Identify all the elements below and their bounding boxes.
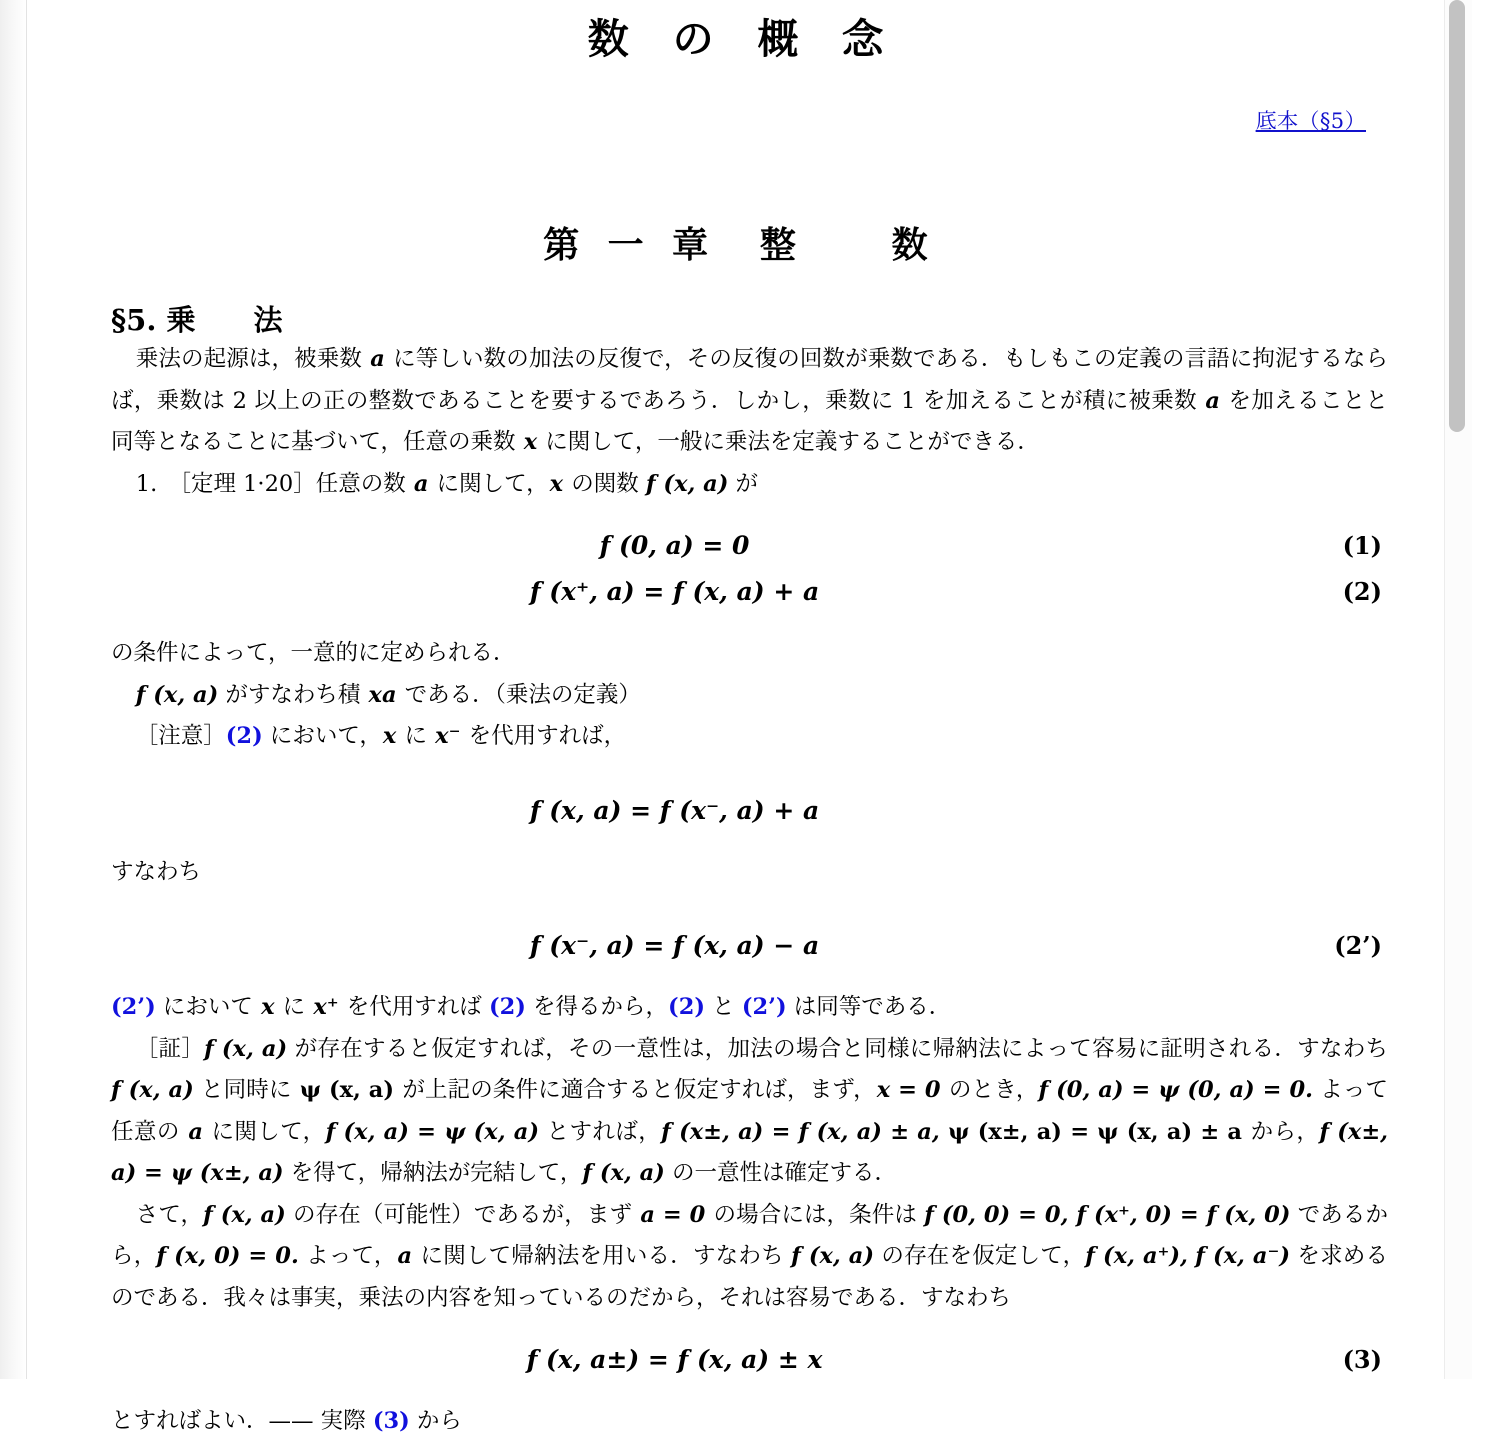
ref-link-2-a[interactable]: (2) [225,723,263,750]
ref-link-2p-a[interactable]: (2’) [111,994,156,1021]
paragraph-sunawachi [111,852,1388,894]
intro-text-3: を加えることと同等となることに基づいて，任意の乗数 [111,387,1388,456]
paragraph-intro [111,339,1388,464]
sym-f-x-a-6: f (x, a) [203,1201,286,1228]
paragraph-note [111,716,1388,758]
equation-2p-number: (2’) [1334,931,1382,961]
sym-f-eq-psi-pm: f (x±, a) = ψ (x±, a) [111,1118,1389,1187]
proof-4: が上記の条件に適合すると仮定すれば，まず， [395,1077,876,1104]
sym-f-x-a-4: f (x, a) [111,1077,194,1104]
ref-link-2p-b[interactable]: (2’) [741,994,787,1021]
equiv-6: は同等である． [786,994,952,1021]
theorem-lead-2: に関して， [429,470,549,497]
display-equation-2 [27,569,1444,615]
vertical-scrollbar-thumb[interactable] [1449,0,1465,432]
ref-link-2-c[interactable]: (2) [668,994,705,1021]
proof-8: とすれば， [539,1118,662,1145]
intro-text-4: に関して，一般に乗法を定義することができる． [538,429,1040,456]
sym-a-2: a [1205,387,1220,414]
proof-5: のとき， [941,1077,1039,1104]
proof-7: に関して， [203,1118,326,1145]
source-text-link[interactable]: 底本（§5） [1255,109,1366,134]
top-navigation [27,65,1444,135]
window-right-margin [1472,0,1510,1379]
equation-3-number: (3) [1342,1345,1382,1375]
exist-8: を求めるのである．我々は事実，乗法の内容を知っているのだから，それは容易である．すなわち [111,1243,1388,1311]
sym-f-x-a-2: f (x, a) [135,681,219,708]
sym-f-x-0: f (x, 0) = 0. [156,1243,299,1270]
sym-f-xpm: f (x±, a) = f (x, a) ± a, [661,1118,940,1145]
sym-x-2: x [549,470,564,497]
sym-x-minus-1: x⁻ [435,723,461,750]
equiv-2: に [275,994,313,1021]
sym-x-1: x [523,429,538,456]
tail-1: とすればよい．—— 実際 [111,1408,373,1435]
equiv-4: を得るから， [525,994,669,1021]
paragraph-definition [111,675,1388,717]
proof-10: を得て，帰納法が完結して， [283,1160,583,1187]
sym-psi-xpm: ψ (x±, a) = ψ (x, a) ± a [948,1118,1243,1145]
exist-3: の場合には，条件は [706,1201,925,1228]
sym-x-eq-0: x = 0 [876,1077,941,1104]
display-equation-2p [27,923,1444,969]
equiv-5: と [705,994,742,1021]
note-mid: において， [262,723,382,750]
ref-link-2-b[interactable]: (2) [488,994,526,1021]
sym-x-4: x [261,994,275,1021]
proof-9: から， [1243,1118,1320,1145]
exist-7: の存在を仮定して， [874,1243,1086,1270]
sym-a-1: a [370,346,385,373]
tail-2: から [409,1408,462,1435]
equation-3-body: f (x, a±) = f (x, a) ± x [526,1345,823,1375]
sym-a-3: a [413,470,429,497]
paragraph-proof [111,1029,1388,1195]
ref-link-3[interactable]: (3) [372,1408,410,1435]
display-equation-note [27,788,1444,834]
proof-3: と同時に [193,1077,299,1104]
exist-4: であるから， [111,1201,1388,1270]
display-equation-1 [27,523,1444,569]
body-content-3 [27,852,1444,894]
sym-f-x-a-1: f (x, a) [645,470,729,497]
proof-1: ［証］ [135,1035,205,1062]
section-heading: §5. 乗 法 [111,303,283,338]
after-eq-2a: がすなわち積 [218,681,368,708]
equation-1-body: f (0, a) = 0 [599,531,750,561]
sym-x-plus-1: x⁺ [313,994,339,1021]
note-lead: ［注意］ [135,723,226,750]
sym-f-x-a-7: f (x, a) [791,1243,875,1270]
paragraph-theorem-lead [111,464,1388,506]
sym-psi-x-a-1: ψ (x, a) [299,1077,395,1104]
exist-2: の存在（可能性）であるが，まず [285,1201,640,1228]
body-content-4 [27,987,1444,1319]
proof-6: よって任意の [111,1077,1389,1145]
sym-x-3: x [382,723,397,750]
sym-a-5: a [397,1243,413,1270]
paragraph-equiv [111,987,1388,1029]
sym-f-x-a-5: f (x, a) [582,1160,665,1187]
equiv-1: において [155,994,261,1021]
body-content [27,339,1444,505]
note-mid2: に [397,723,435,750]
sunawachi-text: すなわち [111,858,202,885]
paragraph-tail [111,1401,1388,1443]
sym-f-eq-psi: f (x, a) = ψ (x, a) [325,1118,540,1145]
intro-text-1: 乗法の起源は，被乗数 [135,346,370,373]
paragraph-after-eq [111,633,1388,675]
page-left-shadow [0,0,26,1379]
note-tail: を代用すれば， [461,723,627,750]
paragraph-existence [111,1195,1388,1320]
sym-a-4: a [188,1118,203,1145]
equation-1-number: (1) [1342,531,1382,561]
theorem-lead-3: の関数 [564,470,646,497]
body-content-2 [27,633,1444,758]
proof-2: が存在すると仮定すれば，その一意性は，加法の場合と同様に帰納法によって容易に証明される．すなわち [287,1035,1388,1062]
intro-text-2: に等しい数の加法の反復で，その反復の回数が乗数である．もしもこの定義の言語に拘泥するならば，乗数は 2 以上の正の整数であることを要するであろう．しかし，乗数に 1 を加えることが積に被乗数 [111,346,1388,414]
sym-f-x-ap: f (x, a⁺), [1085,1243,1188,1270]
sym-f0a-psi0a: f (0, a) = ψ (0, a) = 0. [1038,1077,1313,1104]
exist-1: さて， [135,1201,204,1228]
sym-xa: xa [368,681,397,708]
equiv-3: を代用すれば [339,994,489,1021]
proof-11: の一意性は確定する． [664,1160,897,1187]
equation-2-number: (2) [1342,577,1382,607]
document-page [27,0,1444,1435]
sym-cond-f00: f (0, 0) = 0, f (x⁺, 0) = f (x, 0) [924,1201,1291,1228]
body-content-5 [27,1401,1444,1443]
display-equation-3 [27,1337,1444,1383]
page-title: 数 の 概 念 [587,15,898,63]
equation-2-body: f (x⁺, a) = f (x, a) + a [529,577,820,607]
equation-2p-body: f (x⁻, a) = f (x, a) − a [529,931,820,961]
exist-5: よって， [298,1243,397,1270]
chapter-heading: 第 一 章 整 数 [543,224,936,267]
sym-f-x-am: f (x, a⁻) [1195,1243,1291,1270]
sym-a-eq-0: a = 0 [640,1201,706,1228]
theorem-lead-4: が [728,470,759,497]
equation-note-body: f (x, a) = f (x⁻, a) + a [529,795,820,825]
sym-f-x-a-3: f (x, a) [204,1035,288,1062]
after-eq-2b: である．（乗法の定義） [397,681,641,708]
after-eq-1: の条件によって，一意的に定められる． [111,640,516,667]
exist-6: に関して帰納法を用いる．すなわち [413,1243,792,1270]
theorem-lead-1: 1. ［定理 1·20］任意の数 [135,470,413,497]
